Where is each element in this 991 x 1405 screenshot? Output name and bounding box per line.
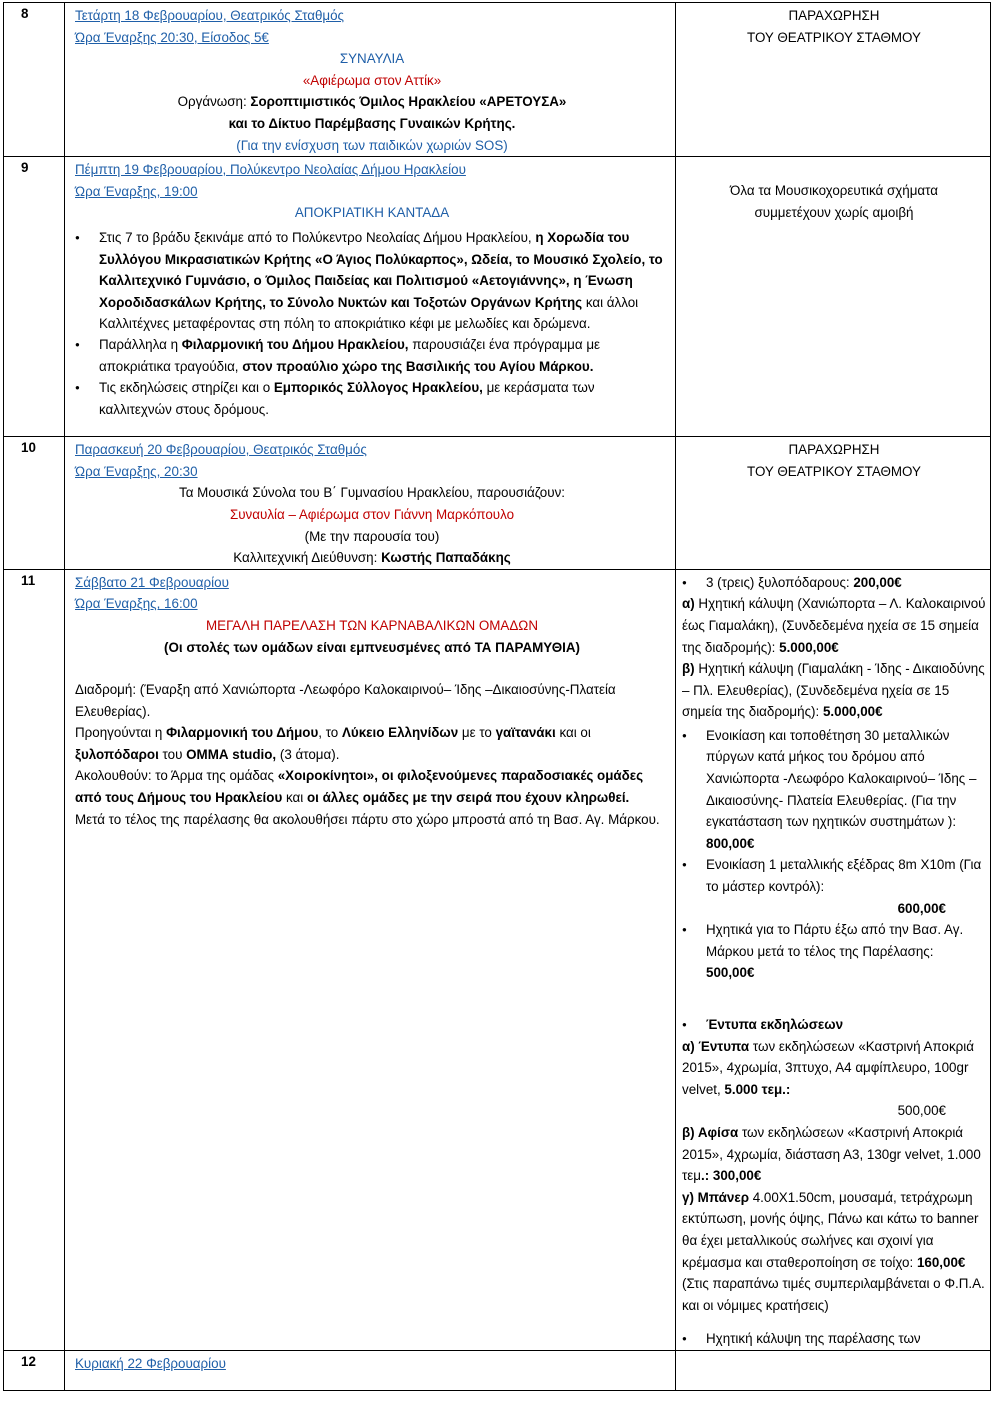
event-title: Συναυλία – Αφιέρωμα στον Γιάννη Μαρκόπουλο — [229, 506, 515, 522]
cost-amount: 160,00€ — [916, 1254, 966, 1270]
event-note: (Για την ενίσχυση των παιδικών χωριών SOS) — [236, 137, 508, 153]
cost-amount: 200,00€ — [853, 574, 902, 590]
text-bold: «Χοιροκίνητοι», οι φιλοξενούμενες παραδοσιακές ομάδες από τους Δήμους του Ηρακλείου — [75, 768, 644, 806]
cost-item — [682, 1187, 986, 1273]
cost-text: Ηχητικά για το Πάρτυ έξω από την Βασ. Αγ. Μάρκου μετά το τέλος της Παρέλασης: — [706, 922, 964, 959]
text: και οι — [555, 725, 591, 741]
bullet-text: και άλλοι Καλλιτέχνες μεταφέροντας στη πόλη το αποκριάτικο κέφι με μελωδίες και δρώμενα. — [99, 294, 639, 332]
cost-line: ΠΑΡΑΧΩΡΗΣΗ — [788, 442, 880, 458]
cost-amount: 500,00€ — [706, 965, 755, 981]
cost-amount: 5.000,00€ — [822, 704, 883, 720]
cost-line: ΠΑΡΑΧΩΡΗΣΗ — [788, 8, 880, 23]
cost-item — [682, 593, 986, 658]
event-cell — [65, 3, 676, 157]
cost-line: ΤΟΥ ΘΕΑΤΡΙΚΟΥ ΣΤΑΘΜΟΥ — [747, 463, 921, 479]
cost-line: ΤΟΥ ΘΕΑΤΡΙΚΟΥ ΣΤΑΘΜΟΥ — [747, 29, 921, 45]
event-date: Σάββατο 21 Φεβρουαρίου — [75, 574, 229, 590]
parade-route: Διαδρομή: (Έναρξη από Χανιώπορτα -Λεωφόρο Καλοκαιρινού– Ίδης –Δικαιοσύνης-Πλατεία Ελευθερίας). — [75, 682, 616, 719]
text: (3 άτομα). — [276, 746, 340, 762]
list-item — [706, 919, 986, 984]
text: , το — [318, 725, 342, 741]
director-name: Κωστής Παπαδάκης — [381, 550, 511, 566]
cost-amount: 800,00€ — [706, 835, 755, 851]
cost-text: Ηχητική κάλυψη (Γιαμαλάκη - Ίδης - Δικαιοδύνης – Πλ. Ελευθερίας), (Συνδεδεμένα ηχεία σε 15 σημεία της διαδρομής): — [682, 661, 985, 720]
director-label: Καλλιτεχνική Διεύθυνση: — [233, 550, 382, 566]
list-item — [706, 854, 986, 919]
row-number: 12 — [4, 1350, 65, 1390]
list-item — [706, 725, 986, 855]
cost-text-bold: 5.000 τεμ.: — [724, 1081, 791, 1097]
parade-lead — [75, 722, 669, 765]
events-table — [3, 2, 991, 1391]
event-note: (Με την παρουσία του) — [304, 528, 440, 544]
text-bold: οι άλλες ομάδες με την σειρά που έχουν κληρωθεί. — [306, 790, 630, 806]
cost-item — [682, 1122, 986, 1187]
text: Ακολουθούν: το Άρμα της ομάδας — [75, 768, 278, 784]
table-row — [4, 3, 991, 157]
cost-item — [682, 658, 986, 723]
parade-party: Μετά το τέλος της παρέλασης θα ακολουθήσει πάρτυ στο χώρο μπροστά από τη Βασ. Αγ. Μάρκου. — [75, 812, 660, 828]
bullet-text: Παράλληλα η — [99, 336, 182, 352]
event-cell — [65, 157, 676, 437]
event-cell — [65, 437, 676, 570]
text: Προηγούνται η — [75, 725, 167, 741]
event-bullets — [75, 227, 669, 420]
bullet-text: με κεράσματα των καλλιτεχνών στους δρόμους. — [99, 380, 595, 417]
text-bold: Φιλαρμονική του Δήμου — [166, 725, 319, 741]
event-date: Τετάρτη 18 Φεβρουαρίου, Θεατρικός Σταθμός — [75, 8, 345, 23]
event-time: Ώρα Έναρξης, 19:00 — [75, 183, 198, 199]
cost-amount: 5.000,00€ — [779, 639, 839, 655]
cost-item — [682, 1036, 986, 1122]
list-item: ● Ηχητική κάλυψη της παρέλασης των — [706, 1328, 986, 1350]
list-item — [99, 334, 669, 377]
table-row — [4, 1350, 991, 1390]
cost-cell — [676, 3, 991, 157]
vat-note: (Στις παραπάνω τιμές συμπεριλαμβάνεται ο Φ.Π.Α. και οι νόμιμες κρατήσεις) — [682, 1276, 985, 1313]
cost-text: Ενοικίαση 1 μεταλλικής εξέδρας 8m X10m (Για το μάστερ κοντρόλ): — [706, 857, 982, 895]
cost-list — [682, 572, 986, 594]
event-intro: Τα Μουσικά Σύνολα του Β΄ Γυμνασίου Ηρακλείου, παρουσιάζουν: — [179, 485, 565, 501]
text: με το — [458, 725, 496, 741]
bullet-bold: στον προαύλιο χώρο της Βασιλικής του Αγίου Μάρκου. — [242, 358, 594, 374]
event-title: ΜΕΓΑΛΗ ΠΑΡΕΛΑΣΗ ΤΩΝ ΚΑΡΝΑΒΑΛΙΚΩΝ ΟΜΑΔΩΝ — [206, 617, 538, 633]
row-number: 11 — [4, 569, 65, 1350]
cost-text: των εκδηλώσεων «Καστρινή Αποκριά 2015», 4χρωμία, 3πτυχο, Α4 αμφίπλευρο, 100gr velvet, — [682, 1038, 974, 1097]
cost-list — [682, 1328, 986, 1350]
row-number: 8 — [4, 3, 65, 157]
row-number: 10 — [4, 437, 65, 570]
cost-cell — [676, 569, 991, 1350]
cost-label: β) Αφίσα — [682, 1124, 739, 1140]
list-item — [99, 377, 669, 420]
cost-label: α) Έντυπα — [682, 1038, 750, 1054]
cost-text: 4.00Χ1.50cm, μουσαμά, τετράχρωμη εκτύπωση, μονής όψης, Πάνω και κάτω το banner θα έχει μεταλλικούς σωλήνες και σχοινί για κρέμασμα και σταθεροποίηση σε τοίχο: — [682, 1189, 979, 1270]
cost-label: γ) Μπάνερ — [682, 1189, 749, 1205]
cost-amount: .: 300,00€ — [700, 1168, 762, 1184]
event-cell — [65, 1350, 676, 1390]
event-time: Ώρα Έναρξης, 20:30 — [75, 463, 198, 479]
cost-label: β) — [682, 661, 695, 677]
event-cell — [65, 569, 676, 1350]
cost-line: συμμετέχουν χωρίς αμοιβή — [754, 204, 914, 220]
event-date: Κυριακή 22 Φεβρουαρίου — [75, 1355, 226, 1371]
cost-list — [682, 1014, 986, 1036]
event-date: Παρασκευή 20 Φεβρουαρίου, Θεατρικός Σταθμός — [75, 442, 367, 458]
event-organizer-2: και το Δίκτυο Παρέμβασης Γυναικών Κρήτης. — [228, 115, 516, 131]
text-bold: γαϊτανάκι — [495, 725, 556, 741]
table-row — [4, 437, 991, 570]
cost-list — [682, 725, 986, 984]
text-bold: Λύκειο Ελληνίδων — [341, 725, 459, 741]
event-time: Ώρα Έναρξης 20:30, Είσοδος 5€ — [75, 29, 269, 45]
parade-follow — [75, 765, 669, 809]
bullet-text: Τις εκδηλώσεις στηρίζει και ο — [99, 380, 274, 396]
table-row — [4, 569, 991, 1350]
event-time: Ώρα Έναρξης, 16:00 — [75, 596, 198, 612]
cost-amount: 600,00€ — [897, 900, 946, 916]
text-bold: ΟΜΜΑ studio, — [186, 746, 277, 762]
event-title: ΣΥΝΑΥΛΙΑ — [339, 51, 405, 67]
organizer-label: Οργάνωση: — [177, 94, 251, 110]
cost-cell — [676, 1350, 991, 1390]
cost-cell — [676, 157, 991, 437]
list-item: ● Έντυπα εκδηλώσεων — [706, 1014, 986, 1036]
text-bold: ξυλοπόδαροι — [75, 746, 159, 762]
text: και — [282, 790, 307, 806]
event-subtitle: «Αφιέρωμα στον Αττίκ» — [302, 72, 442, 88]
cost-text: Ηχητική κάλυψη (Χανιώπορτα – Λ. Καλοκαιρινού έως Γιαμαλάκη), (Συνδεδεμένα ηχεία σε 15 σημεία της διαδρομής): — [682, 596, 986, 655]
bullet-bold: Εμπορικός Σύλλογος Ηρακλείου, — [273, 380, 483, 396]
bullet-text: παρουσιάζει ένα πρόγραμμα με αποκριάτικα τραγούδια, — [99, 336, 601, 374]
bullet-bold: Φιλαρμονική του Δήμου Ηρακλείου, — [181, 336, 409, 352]
cost-label: α) — [682, 596, 695, 612]
bullet-bold: η Χορωδία του Συλλόγου Μικρασιατικών Κρήτης «Ο Άγιος Πολύκαρπος», Ωδεία, το Μουσικό Σχολείο, το Καλλιτεχνικό Γυμνάσιο, ο Όμιλος Παιδείας και Πολιτισμού «Αετογιάννης», η Ένωση Χοροδιδασκάλων Κρήτης, το Σύνολο Νυκτών και Τοξοτών Οργάνων Κρήτης — [99, 229, 663, 310]
event-director — [75, 547, 669, 569]
bullet-text: Στις 7 το βράδυ ξεκινάμε από το Πολύκεντρο Νεολαίας Δήμου Ηρακλείου, — [99, 229, 536, 245]
cost-text: Ενοικίαση και τοποθέτηση 30 μεταλλικών πύργων κατά μήκος του δρόμου από Χανιώπορτα -Λεωφόρο Καλοκαιρινού– Ίδης –Δικαιοσύνης- Πλατεία Ελευθερίας. (Για την εγκατάσταση των ηχητικών συστημάτων ): — [706, 727, 977, 830]
cost-text: 3 (τρεις) ξυλοπόδαρους: — [706, 574, 854, 590]
list-item — [99, 227, 669, 335]
cost-line: Όλα τα Μουσικοχορευτικά σχήματα — [730, 183, 938, 199]
cost-text: των εκδηλώσεων «Καστρινή Αποκριά 2015», 4χρωμία, διάσταση Α3, 130gr velvet, 1.000 τεμ — [682, 1124, 981, 1184]
event-date: Πέμπτη 19 Φεβρουαρίου, Πολύκεντρο Νεολαίας Δήμου Ηρακλείου — [75, 162, 466, 178]
text: του — [158, 746, 187, 762]
cost-amount: 500,00€ — [897, 1103, 946, 1119]
event-title: ΑΠΟΚΡΙΑΤΙΚΗ ΚΑΝΤΑΔΑ — [294, 205, 450, 221]
event-subtitle: (Οι στολές των ομάδων είναι εμπνευσμένες από ΤΑ ΠΑΡΑΜΥΘΙΑ) — [164, 639, 580, 655]
event-organizer — [75, 91, 669, 113]
organizer-name: Σοροπτιμιστικός Όμιλος Ηρακλείου «ΑΡΕΤΟΥΣΑ» — [250, 94, 567, 110]
row-number: 9 — [4, 157, 65, 437]
cost-cell — [676, 437, 991, 570]
table-row — [4, 157, 991, 437]
list-item — [706, 572, 986, 594]
